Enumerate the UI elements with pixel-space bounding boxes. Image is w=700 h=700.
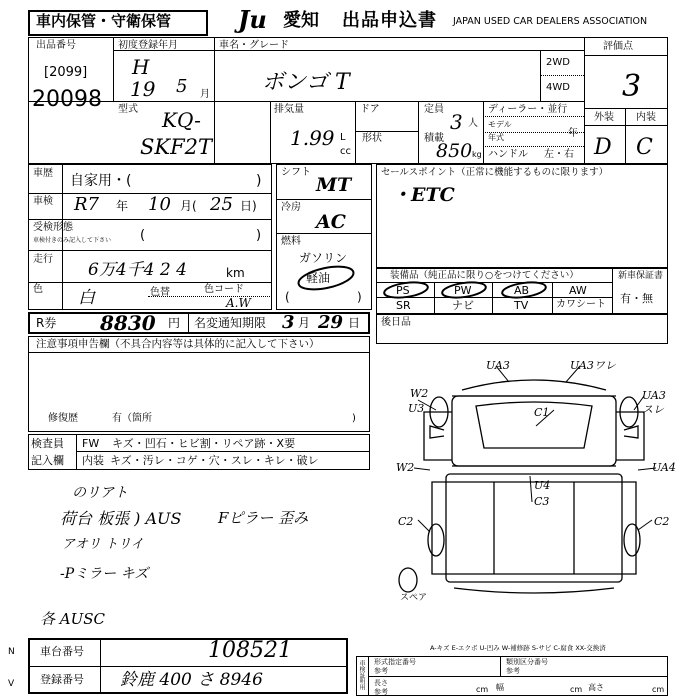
rear-seat-label: 後日品 [381, 317, 411, 328]
note-6: 各 AUSC [40, 610, 105, 628]
color-code: A.W [226, 296, 251, 310]
displacement-unit-l: L [340, 132, 346, 143]
recycle-value: 8830 [100, 311, 156, 335]
color-code-label: 色コード [204, 284, 244, 295]
inspector-label1: 検査員 [31, 437, 64, 450]
inspector-row2-head: 内装 [82, 454, 104, 467]
fuel-close: ) [357, 290, 362, 304]
diesel-circle-icon [294, 264, 364, 292]
displacement-label: 排気量 [274, 104, 304, 115]
exterior-label: 外装 [594, 112, 614, 123]
equipment-ab: AB [514, 284, 530, 297]
association-name: JAPAN USED CAR DEALERS ASSOCIATION [453, 16, 648, 27]
color-label: 色 [33, 284, 43, 295]
receipt-open: ( [140, 228, 146, 243]
mark-w2-side: W2 [396, 461, 415, 474]
drive-4wd: 4WD [546, 82, 570, 93]
model-type-line1: KQ- [162, 108, 201, 132]
inspection-era: R7 [74, 194, 100, 215]
sales-point-value: ・ETC [392, 184, 455, 206]
inspector-row2: キズ・汚レ・コゲ・穴・スレ・キレ・破レ [110, 454, 319, 467]
shape-spec-ref: 参考 [374, 667, 388, 675]
name-change-day-unit: 日 [348, 316, 361, 330]
note-2: 荷台 板張 ) AUS [60, 509, 182, 528]
mark-w2-left: W2 [410, 387, 429, 400]
mark-c2-left: C2 [398, 515, 414, 528]
height-label: 高さ [588, 683, 604, 692]
inspection-month-unit: 月( [180, 199, 197, 213]
equipment-navi: ナビ [452, 299, 474, 312]
chassis-value: 108521 [208, 638, 292, 663]
mark-c2-right: C2 [654, 515, 670, 528]
ac-label: 冷房 [281, 202, 301, 213]
note-4: アオリ トリイ [62, 537, 144, 552]
registration-year: 19 [130, 77, 156, 101]
cert-label: 車検証明用 [358, 660, 365, 690]
fuel-diesel: 軽油 [306, 271, 331, 285]
receipt-label: 受検形態 [33, 222, 73, 233]
sales-point-box [376, 164, 668, 268]
equipment-tv: TV [514, 299, 529, 312]
plate-value: 鈴鹿 400 さ 8946 [120, 670, 263, 690]
model-name-value: ボンゴ T [262, 70, 350, 95]
receipt-close: ) [256, 228, 262, 243]
interior-label: 内装 [636, 112, 656, 123]
warranty-label: 新車保証書 [618, 271, 664, 281]
capacity-unit: 人 [468, 118, 478, 129]
mark-c3-bed: C3 [534, 495, 550, 508]
history-close: ) [256, 173, 262, 189]
inspector-row1: キズ・凹石・ヒビ割・リペア跡・X要 [112, 437, 296, 450]
history-value: 自家用・( [70, 173, 132, 189]
mark-ua3-crack: UA3ワレ [570, 359, 616, 372]
note-3: Fピラー 歪み [218, 509, 309, 527]
name-change-label: 名変通知期限 [194, 316, 267, 330]
length-ref: 参考 [374, 688, 388, 696]
recycle-unit: 円 [168, 316, 181, 330]
category-ref: 参考 [506, 667, 520, 675]
score-value: 3 [622, 69, 642, 104]
length-unit: cm [476, 685, 489, 694]
width-unit: cm [570, 685, 583, 694]
score-label: 評価点 [603, 41, 633, 52]
model-type-line2: SKF2T [140, 135, 213, 159]
note-5: -Pミラー キズ [60, 566, 149, 582]
registration-label: 初度登録年月 [118, 40, 178, 51]
color-change-label: 色替 [150, 287, 170, 298]
ac-value: AC [316, 211, 346, 233]
equipment-label: 装備品（純正品に限り○をつけてください） [390, 270, 579, 281]
repair-label: 修復歴 [48, 413, 78, 424]
shift-value: MT [316, 174, 352, 196]
load-unit: kg [472, 150, 482, 159]
repair-close: ) [352, 413, 356, 424]
equipment-seat: カワシート [556, 299, 606, 310]
width-label: 幅 [496, 683, 504, 692]
registration-era: H [132, 55, 150, 79]
lot-bracket: [2099] [44, 65, 88, 80]
height-unit: cm [652, 685, 665, 694]
exterior-grade: D [594, 135, 612, 160]
history-label: 車歴 [33, 168, 53, 179]
shape-spec-label: 形式指定番号 [374, 658, 416, 666]
fuel-value: ガソリン [299, 251, 348, 265]
mark-ua3-right: UA3 [642, 389, 666, 402]
ju-logo: Ju [238, 5, 267, 34]
storage-label: 車内保管・守衛保管 [36, 12, 172, 30]
mark-scuff-right: スレ [642, 403, 664, 416]
lot-label: 出品番号 [36, 40, 76, 51]
equipment-sr: SR [396, 299, 411, 312]
mileage-unit: km [226, 266, 245, 280]
rear-seat-box [376, 314, 668, 344]
inspection-day-unit: 日) [240, 199, 257, 213]
displacement-value: 1.99 [290, 126, 335, 150]
shift-label: シフト [281, 167, 311, 178]
doors-label: ドア [360, 104, 380, 115]
brand-name: 愛知 [283, 10, 319, 31]
mark-u4-bed: U4 [534, 479, 551, 492]
capacity-label: 定員 [424, 104, 444, 115]
displacement-unit-cc: cc [340, 146, 351, 157]
equipment-circles-icon [376, 279, 612, 299]
margin-v: V [8, 679, 15, 689]
drive-2wd: 2WD [546, 57, 570, 68]
mark-ua3-left: UA3 [486, 359, 510, 372]
inspection-day: 25 [210, 194, 233, 215]
handle-label: ハンドル [488, 149, 528, 160]
interior-grade: C [636, 135, 653, 160]
warranty-value: 有・無 [620, 292, 653, 305]
registration-month: 5 [176, 76, 188, 97]
mark-ua4-side: UA4 [652, 461, 676, 474]
load-label: 積載 [424, 133, 444, 144]
mark-u3-left: U3 [408, 402, 425, 415]
name-change-day: 29 [318, 312, 344, 333]
registration-month-unit: 月 [200, 89, 210, 100]
chassis-label: 車台番号 [40, 645, 84, 658]
inspection-label: 車検 [33, 196, 53, 207]
inspector-row1-head: FW [82, 437, 100, 450]
name-change-month-unit: 月 [298, 316, 311, 330]
note-1: のリアト [72, 485, 128, 501]
notice-box [28, 336, 370, 432]
form-title: 出品申込書 [342, 10, 437, 31]
margin-n: N [8, 647, 15, 657]
dealer-model-label: モデル [488, 120, 512, 129]
recycle-label: R券 [36, 316, 57, 330]
repair-value: 有（箇所 [112, 413, 152, 424]
fuel-open: ( [285, 290, 290, 304]
handle-options: 左・右 [544, 149, 574, 160]
sales-point-label: セールスポイント（正常に機能するものに限ります） [381, 167, 609, 178]
model-name-label: 車名・グレード [219, 40, 289, 51]
mileage-label: 走行 [33, 254, 53, 265]
load-value: 850 [436, 140, 473, 162]
inspection-month: 10 [148, 194, 171, 215]
mark-c1: C1 [534, 406, 550, 419]
lot-number: 20098 [32, 87, 102, 112]
inspector-label2: 記入欄 [31, 454, 64, 467]
equipment-aw: AW [569, 284, 587, 297]
receipt-sub: 車検付きのみ記入して下さい [33, 237, 112, 244]
equipment-pw: PW [454, 284, 472, 297]
damage-legend: A-キズ E-エクボ U-凹み W-補修跡 S-サビ C-腐食 XX-交換済 [430, 644, 606, 652]
mileage-value: 6万4千4 2 4 [88, 260, 187, 280]
fuel-label: 燃料 [281, 236, 301, 247]
dealer-year-unit: 年 [568, 128, 578, 139]
dealer-label: ディーラー・並行 [488, 104, 568, 115]
inspection-year-unit: 年 [116, 199, 129, 213]
color-value: 白 [78, 288, 95, 308]
shape-label: 形状 [362, 133, 382, 144]
length-label: 長さ [374, 679, 388, 687]
spare-label: スペア [400, 593, 428, 603]
dealer-year-label: 年式 [488, 133, 504, 142]
notice-label: 注意事項申告欄（不具合内容等は具体的に記入して下さい） [36, 338, 320, 350]
capacity-value: 3 [450, 110, 463, 134]
model-type-label: 型式 [118, 104, 138, 115]
plate-label: 登録番号 [40, 673, 84, 686]
name-change-month: 3 [282, 312, 295, 333]
equipment-ps: PS [396, 284, 410, 297]
category-label: 類別区分番号 [506, 658, 548, 666]
